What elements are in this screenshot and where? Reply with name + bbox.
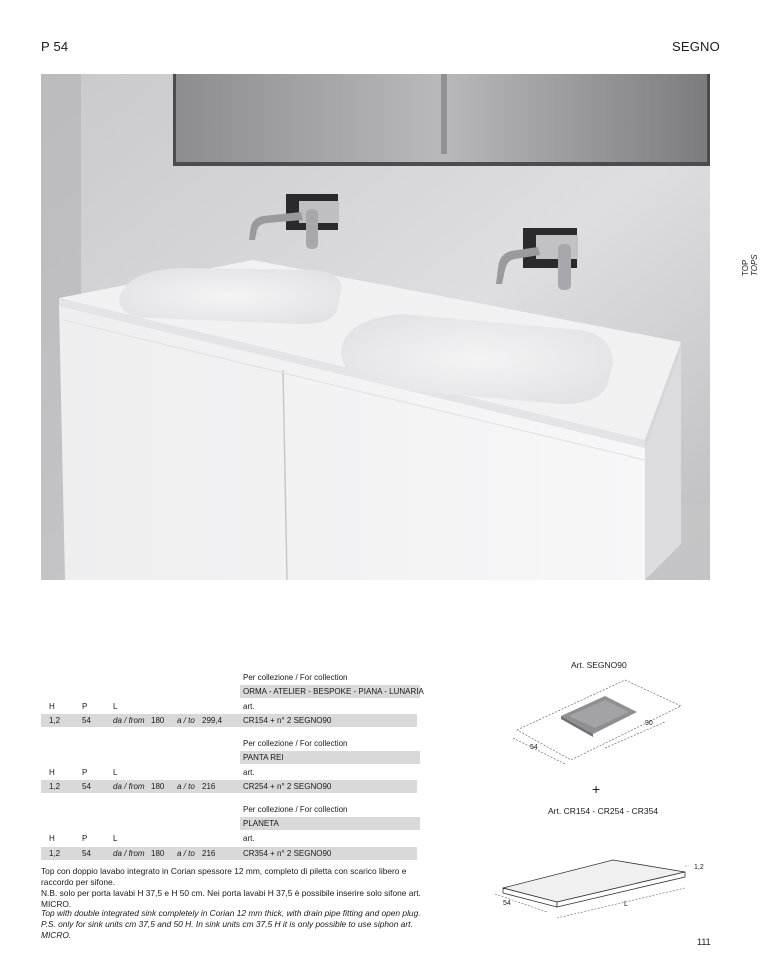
description-en (41, 908, 431, 941)
collection-label: Per collezione / For collection (243, 673, 348, 682)
section-tab-it: TOP (741, 259, 750, 276)
top-dim-l: L (624, 901, 628, 908)
sink-diagram-title: Art. SEGNO90 (571, 660, 627, 670)
value-h: 1,2 (49, 716, 61, 725)
top-diagram (485, 850, 690, 930)
section-tab (741, 254, 759, 276)
top-dim-h: 1,2 (694, 864, 704, 871)
to-label: a / to (177, 849, 195, 858)
top-dim-p: 54 (503, 900, 511, 907)
to-label: a / to (177, 782, 195, 791)
table-row (41, 847, 417, 860)
vanity-illustration (41, 74, 710, 580)
collection-names: ORMA - ATELIER - BESPOKE - PIANA - LUNARIA (240, 685, 420, 698)
from-label: da / from (113, 716, 145, 725)
sink-dim-depth: 54 (530, 744, 538, 751)
top-diagram-title: Art. CR154 - CR254 - CR354 (548, 806, 659, 816)
collection-label: Per collezione / For collection (243, 739, 348, 748)
from-value: 180 (151, 782, 165, 791)
value-p: 54 (82, 716, 91, 725)
sink-dim-width: 90 (645, 720, 653, 727)
collection-title: SEGNO (672, 39, 720, 54)
description-it-line2: N.B. solo per porta lavabi H 37,5 e H 50 cm. Nei porta lavabi H 37,5 è possibile inserire solo sifone art. MICRO. (41, 888, 421, 909)
table-row (41, 714, 417, 727)
section-tab-en: TOPS (750, 254, 759, 276)
to-label: a / to (177, 716, 195, 725)
value-p: 54 (82, 782, 91, 791)
description-it (41, 866, 431, 910)
value-p: 54 (82, 849, 91, 858)
table-header-row (41, 700, 421, 713)
article-code: CR154 + n° 2 SEGNO90 (243, 716, 332, 725)
col-h: H (49, 702, 55, 711)
col-l: L (113, 834, 118, 843)
col-l: L (113, 768, 118, 777)
page-reference: P 54 (41, 39, 69, 54)
product-photo (41, 74, 710, 580)
from-label: da / from (113, 782, 145, 791)
col-h: H (49, 834, 55, 843)
col-p: P (82, 702, 88, 711)
table-header-row (41, 832, 421, 845)
from-value: 180 (151, 849, 165, 858)
collection-names: PLANETA (240, 817, 420, 830)
page-number: 111 (697, 937, 711, 947)
description-en-line2: P.S. only for sink units cm 37,5 and 50 H. In sink units cm 37,5 H it is only possible to use siphon art. MICRO. (41, 919, 413, 940)
table-header-row (41, 766, 421, 779)
value-h: 1,2 (49, 782, 61, 791)
col-h: H (49, 768, 55, 777)
col-l: L (113, 702, 118, 711)
table-row (41, 780, 417, 793)
collection-label: Per collezione / For collection (243, 805, 348, 814)
sink-diagram (505, 668, 690, 778)
col-p: P (82, 834, 88, 843)
col-art: art. (243, 834, 255, 843)
value-h: 1,2 (49, 849, 61, 858)
col-p: P (82, 768, 88, 777)
to-value: 299,4 (202, 716, 223, 725)
article-code: CR354 + n° 2 SEGNO90 (243, 849, 332, 858)
from-value: 180 (151, 716, 165, 725)
description-en-line1: Top with double integrated sink completely in Corian 12 mm thick, with drain pipe fitting and open plug. (41, 908, 421, 918)
col-art: art. (243, 768, 255, 777)
plus-sign: + (592, 781, 601, 797)
description-it-line1: Top con doppio lavabo integrato in Corian spessore 12 mm, completo di piletta con scarico libero e raccordo per sifone. (41, 866, 407, 887)
article-code: CR254 + n° 2 SEGNO90 (243, 782, 332, 791)
to-value: 216 (202, 782, 216, 791)
to-value: 216 (202, 849, 216, 858)
collection-names: PANTA REI (240, 751, 420, 764)
col-art: art. (243, 702, 255, 711)
from-label: da / from (113, 849, 145, 858)
